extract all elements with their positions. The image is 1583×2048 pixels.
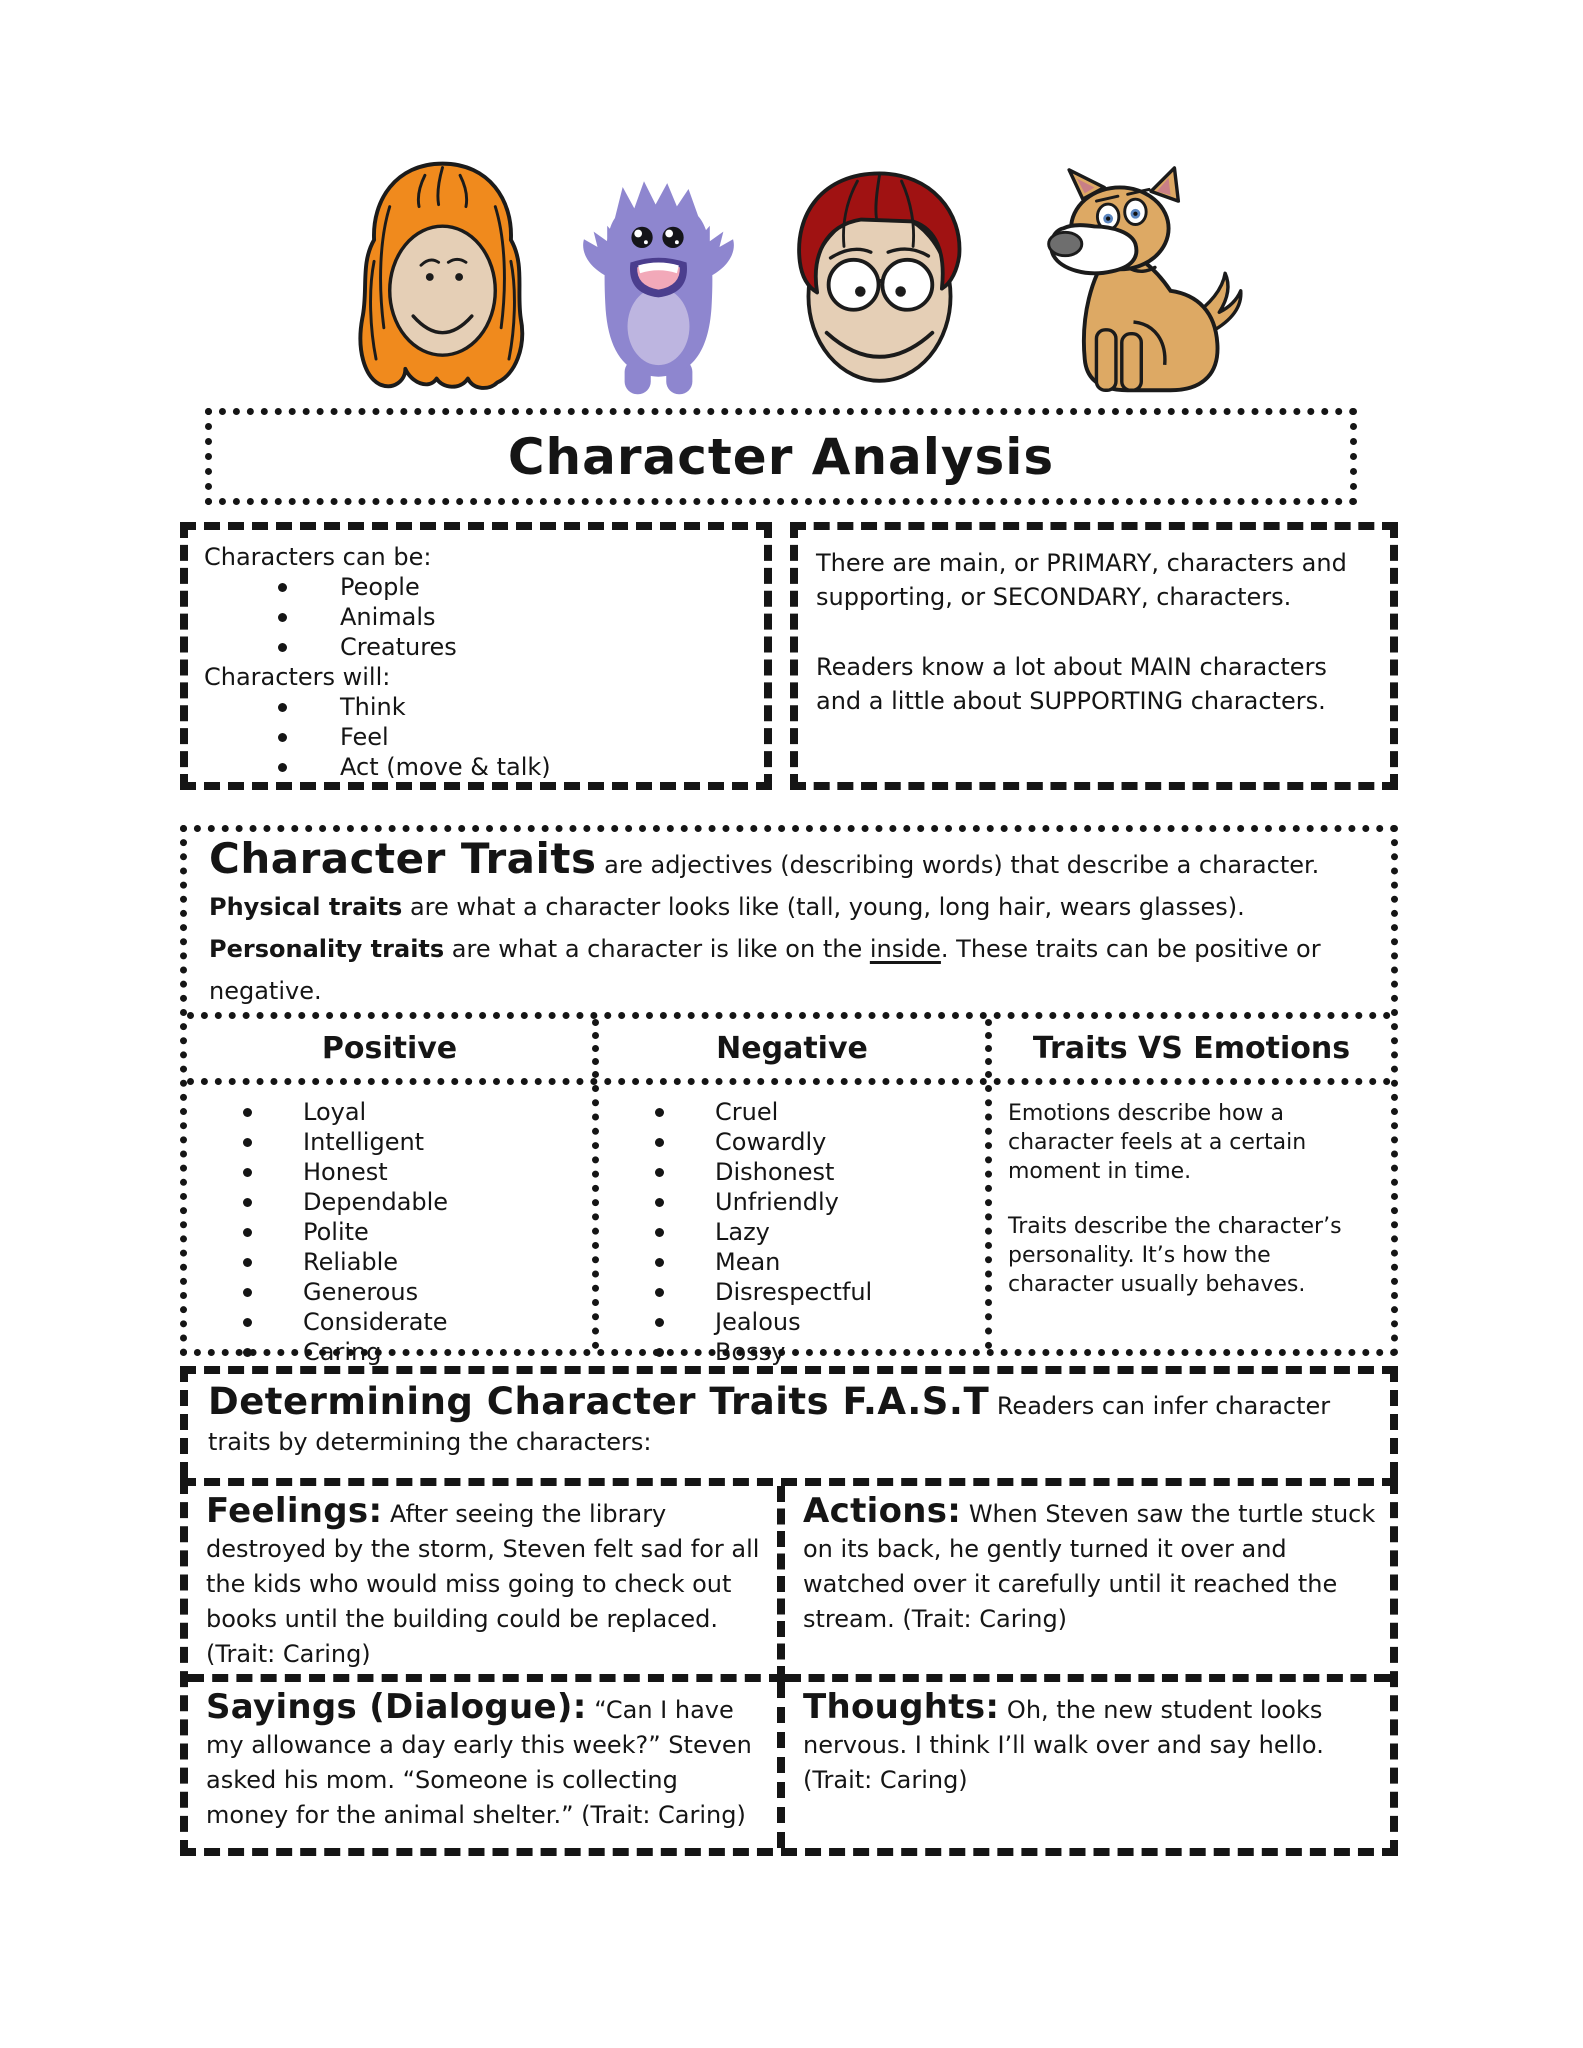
character-traits-intro [187, 832, 1391, 1012]
thoughts-paragraph [803, 1687, 1376, 1798]
list-item: Honest [187, 1157, 592, 1187]
personality-traits-line [209, 928, 1371, 1012]
list-item: Animals [204, 602, 754, 632]
header-illustrations [0, 138, 1583, 400]
actions-cell [785, 1486, 1390, 1682]
fast-grid [180, 1478, 1398, 1856]
list-item: Cruel [599, 1097, 985, 1127]
sayings-paragraph [206, 1687, 763, 1833]
list-item: Dependable [187, 1187, 592, 1217]
woman-face-illustration [335, 152, 550, 400]
characters-can-be-list [204, 572, 754, 662]
sayings-cell [188, 1682, 785, 1848]
characters-will-label: Characters will: [204, 663, 391, 691]
list-item: Unfriendly [599, 1187, 985, 1217]
list-item: Think [204, 692, 754, 722]
list-item: Mean [599, 1247, 985, 1277]
list-item: People [204, 572, 754, 602]
actions-label: Actions: [803, 1491, 962, 1531]
thoughts-label: Thoughts: [803, 1687, 1000, 1727]
title-box [205, 408, 1357, 505]
traits-table-header [187, 1012, 1391, 1085]
primary-secondary-para1: There are main, or PRIMARY, characters and supporting, or SECONDARY, characters. [816, 549, 1347, 611]
list-item: Disrespectful [599, 1277, 985, 1307]
actions-text: When Steven saw the turtle stuck on its back, he gently turned it over and watched over it carefully until it reached the stream. (Trait: Caring) [803, 1500, 1376, 1633]
list-item: Intelligent [187, 1127, 592, 1157]
list-item: Feel [204, 722, 754, 752]
traits-definition-line [209, 834, 1371, 886]
primary-secondary-box [790, 522, 1398, 790]
boy-face-illustration [767, 160, 992, 400]
positive-column-header: Positive [321, 1031, 458, 1066]
thoughts-text: Oh, the new student looks nervous. I think I’ll walk over and say hello. (Trait: Caring) [803, 1696, 1324, 1794]
personality-traits-label: Personality traits [209, 935, 445, 963]
negative-traits-column [592, 1085, 985, 1366]
personality-traits-text: are what a character is like on the [444, 935, 870, 963]
traits-vs-emotions-header: Traits VS Emotions [985, 1019, 1391, 1078]
sayings-label: Sayings (Dialogue): [206, 1687, 587, 1727]
traits-vs-emotions-column [985, 1085, 1391, 1349]
traits-definition-text: are adjectives (describing words) that describe a character. [596, 851, 1320, 879]
feelings-cell [188, 1486, 785, 1682]
character-traits-heading: Character Traits [209, 834, 597, 883]
feelings-label: Feelings: [206, 1491, 383, 1531]
characters-can-be-box [180, 522, 772, 790]
thoughts-cell [785, 1682, 1390, 1848]
fast-heading: Determining Character Traits F.A.S.T [208, 1380, 990, 1423]
negative-column-header: Negative [592, 1019, 985, 1078]
traits-definition: Traits describe the character’s personality. It’s how the character usually behaves. [1008, 1214, 1342, 1297]
personality-traits-tail: . These traits can be positive or negative. [209, 935, 1321, 1005]
characters-will-list [204, 692, 754, 782]
physical-traits-label: Physical traits [209, 893, 403, 921]
fast-heading-box [180, 1366, 1398, 1478]
characters-can-be-label: Characters can be: [204, 543, 432, 571]
dog-illustration [1018, 166, 1248, 400]
positive-traits-list [187, 1085, 592, 1367]
list-item: Considerate [187, 1307, 592, 1337]
emotions-definition: Emotions describe how a character feels at a certain moment in time. [1008, 1101, 1307, 1184]
list-item: Lazy [599, 1217, 985, 1247]
negative-traits-list [599, 1085, 985, 1367]
fast-intro-text: Readers can infer character traits by determining the characters: [208, 1392, 1331, 1456]
list-item: Loyal [187, 1097, 592, 1127]
character-traits-section [180, 825, 1398, 1366]
sayings-text: “Can I have my allowance a day early this week?” Steven asked his mom. “Someone is collecting money for the animal shelter.” (Trait: Caring) [206, 1696, 752, 1829]
feelings-text: After seeing the library destroyed by the storm, Steven felt sad for all the kids who would miss going to check out books until the building could be replaced. (Trait: Caring) [206, 1500, 760, 1668]
positive-traits-column [187, 1085, 592, 1366]
list-item: Creatures [204, 632, 754, 662]
traits-table-body [187, 1085, 1391, 1366]
fast-heading-line [208, 1382, 1372, 1460]
physical-traits-line [209, 886, 1371, 928]
primary-secondary-para2: Readers know a lot about MAIN characters and a little about SUPPORTING characters. [816, 653, 1327, 715]
list-item: Jealous [599, 1307, 985, 1337]
list-item: Bossy [599, 1337, 985, 1367]
inside-underlined: inside [869, 935, 941, 963]
list-item: Polite [187, 1217, 592, 1247]
feelings-paragraph [206, 1491, 763, 1672]
list-item: Reliable [187, 1247, 592, 1277]
page-title: Character Analysis [507, 427, 1055, 486]
list-item: Generous [187, 1277, 592, 1307]
list-item: Dishonest [599, 1157, 985, 1187]
list-item: Cowardly [599, 1127, 985, 1157]
list-item: Caring [187, 1337, 592, 1367]
purple-monster-illustration [576, 158, 741, 400]
list-item: Act (move & talk) [204, 752, 754, 782]
physical-traits-text: are what a character looks like (tall, young, long hair, wears glasses). [402, 893, 1245, 921]
actions-paragraph [803, 1491, 1376, 1637]
